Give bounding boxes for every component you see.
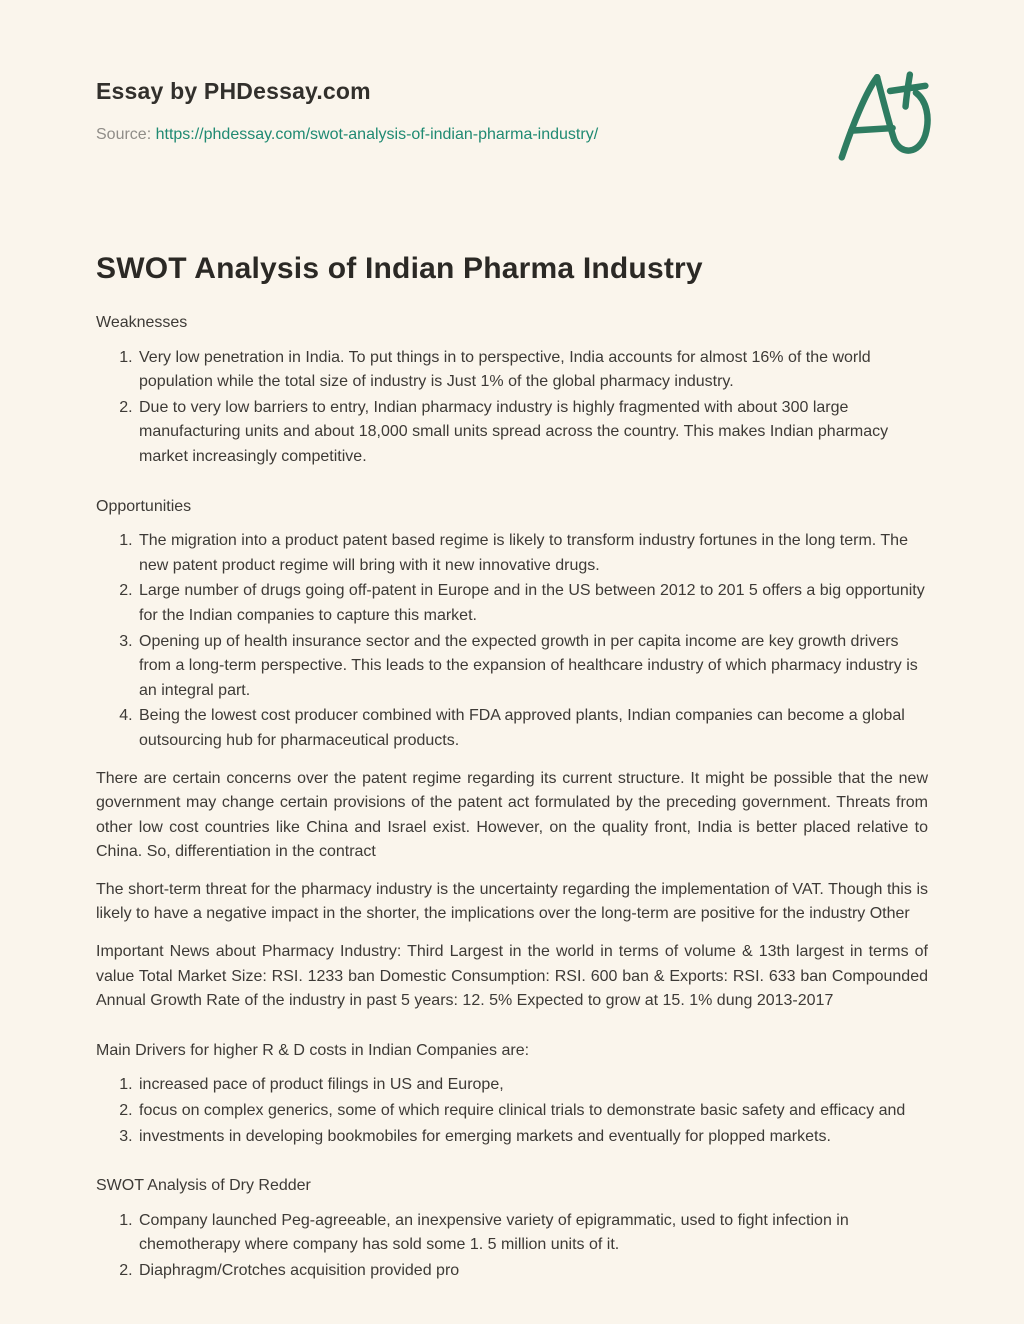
list-item: 1. Very low penetration in India. To put things in to perspective, India accounts for almost 16% of the world population while the total size of industry is Just 1% of the global pharmacy industry.	[137, 346, 928, 395]
section-heading: Main Drivers for higher R & D costs in Indian Companies are:	[96, 1041, 530, 1059]
source-label: Source:	[96, 126, 152, 143]
logo-swash	[894, 93, 927, 151]
source-link[interactable]: https://phdessay.com/swot-analysis-of-indian-pharma-industry/	[155, 126, 599, 143]
page-title: SWOT Analysis of Indian Pharma Industry	[96, 252, 703, 285]
section-heading: Weaknesses	[96, 314, 188, 331]
ordered-list	[96, 529, 928, 753]
paragraph: The short-term threat for the pharmacy industry is the uncertainty regarding the implementation of VAT. Though this is likely to have a negative impact in the shorter, the implications over the long-term are positive for the industry Other	[96, 880, 928, 923]
source-line	[96, 126, 598, 144]
list-item: 3. Opening up of health insurance sector and the expected growth in per capita income are key growth drivers from a long-term perspective. This leads to the expansion of healthcare industry of which pharmacy industry is an integral part.	[137, 630, 928, 704]
paragraph: There are certain concerns over the patent regime regarding its current structure. It might be possible that the new government may change certain provisions of the patent act formulated by the preceding government. Threats from other low cost countries like China and Israel exist. However, on the quality front, India is better placed relative to China. So, differentiation in the contract	[96, 769, 928, 861]
list-item: 2. Large number of drugs going off-patent in Europe and in the US between 2012 to 201 5 offers a big opportunity for the Indian companies to capture this market.	[137, 579, 928, 628]
logo-plus-horizontal	[890, 86, 925, 91]
site-title: Essay by PHDessay.com	[96, 78, 371, 104]
list-item: 2. Diaphragm/Crotches acquisition provided pro	[137, 1259, 928, 1284]
header-text-block	[96, 76, 598, 144]
list-item: 3. investments in developing bookmobiles for emerging markets and eventually for plopped markets.	[137, 1125, 928, 1150]
page-header	[96, 76, 928, 170]
logo-a-crossbar	[851, 128, 892, 131]
list-item: 2. focus on complex generics, some of which require clinical trials to demonstrate basic safety and efficacy and	[137, 1099, 928, 1124]
document-body	[96, 311, 928, 1284]
section-heading: SWOT Analysis of Dry Redder	[96, 1177, 311, 1195]
paragraph: Important News about Pharmacy Industry: Third Largest in the world in terms of volume & 13th largest in terms of value Total Market Size: RSI. 1233 ban Domestic Consumption: RSI. 600 ban & Exports: RSI. 633 ban Compounded Annual Growth Rate of the industry in past 5 years: 12. 5% Expected to grow at 15. 1% dung 2013-2017	[96, 943, 928, 1010]
list-item: 1. Company launched Peg-agreeable, an inexpensive variety of epigrammatic, used to fight infection in chemotherapy where company has sold some 1. 5 million units of it.	[137, 1209, 928, 1258]
section-heading: Opportunities	[96, 497, 192, 515]
ordered-list	[96, 1209, 928, 1284]
list-item: 1. increased pace of product filings in US and Europe,	[137, 1073, 928, 1098]
a-plus-logo-icon	[828, 68, 940, 170]
list-item: 1. The migration into a product patent based regime is likely to transform industry fortunes in the long term. The new patent product regime will bring with it new innovative drugs.	[137, 529, 928, 578]
list-item: 2. Due to very low barriers to entry, Indian pharmacy industry is highly fragmented with about 300 large manufacturing units and about 18,000 small units spread across the country. This makes Indian pharmacy market increasingly competitive.	[137, 396, 928, 470]
logo-a-left-stroke	[842, 77, 877, 157]
ordered-list	[96, 346, 928, 470]
list-item: 4. Being the lowest cost producer combined with FDA approved plants, Indian companies can become a global outsourcing hub for pharmaceutical products.	[137, 704, 928, 753]
ordered-list	[96, 1073, 928, 1149]
